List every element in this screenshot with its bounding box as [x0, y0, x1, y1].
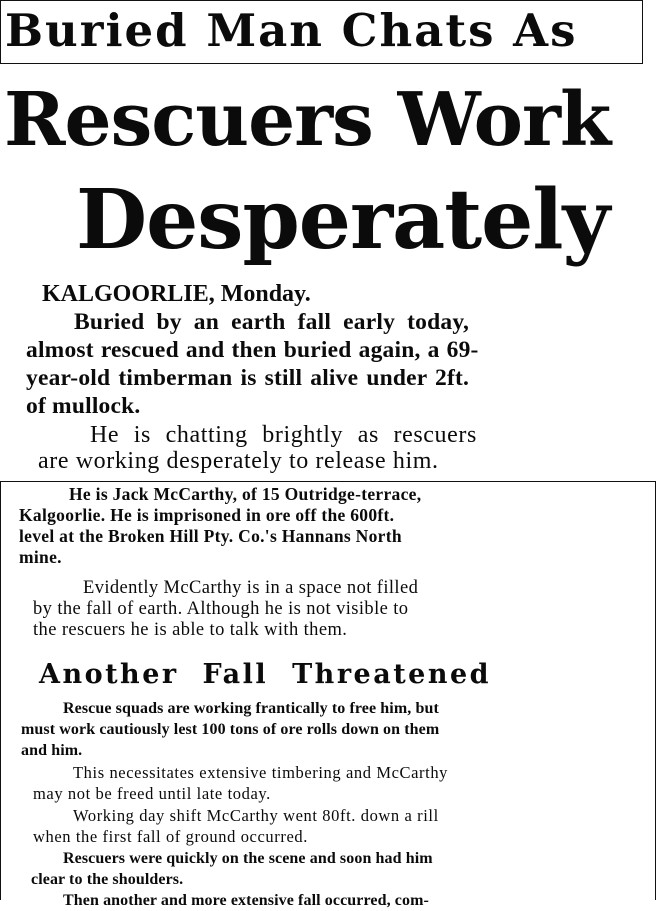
chatting-paragraph — [38, 422, 608, 474]
body-line: Rescue squads are working frantically to free him, but — [63, 700, 439, 717]
body-line: must work cautiously lest 100 tons of ore rolls down on them — [21, 721, 440, 738]
paragraph-rescuers — [31, 848, 433, 890]
body-line: the rescuers he is able to talk with them. — [33, 620, 348, 640]
body-line: mine. — [19, 547, 62, 567]
body-line: clear to the shoulders. — [31, 871, 184, 888]
paragraph-identity — [19, 484, 421, 568]
chatting-line: are working desperately to release him. — [38, 448, 439, 474]
intro-line: Buried by an earth fall early today, — [74, 309, 470, 335]
body-line: Kalgoorlie. He is imprisoned in ore off the 600ft. — [19, 505, 395, 525]
headline-line-1: Rescuers Work — [4, 77, 611, 163]
body-line: He is Jack McCarthy, of 15 Outridge-terrace, — [69, 484, 422, 504]
paragraph-timbering — [33, 762, 448, 804]
main-clipping — [0, 64, 656, 480]
dateline: KALGOORLIE, Monday. — [42, 281, 311, 307]
intro-line: almost rescued and then buried again, a 69- — [26, 337, 479, 363]
headline-top: Buried Man Chats As — [5, 4, 578, 57]
body-line: Evidently McCarthy is in a space not filled — [83, 578, 419, 598]
body-line: This necessitates extensive timbering and McCarthy — [73, 763, 449, 782]
chatting-line: He is chatting brightly as rescuers — [90, 422, 477, 448]
continuation-clipping — [0, 481, 656, 909]
body-line: Rescuers were quickly on the scene and soon had him — [63, 850, 433, 867]
intro-line: year-old timberman is still alive under 2ft. — [26, 365, 470, 391]
intro-line: of mullock. — [26, 393, 141, 419]
paragraph-space — [33, 578, 418, 641]
headline-clipping — [0, 0, 643, 64]
body-line: Working day shift McCarthy went 80ft. down a rill — [73, 806, 439, 825]
body-line: Then another and more extensive fall occurred, com- — [63, 892, 429, 909]
body-line: level at the Broken Hill Pty. Co.'s Hannans North — [19, 526, 402, 546]
paragraph-another-fall — [31, 890, 429, 911]
intro-paragraph — [26, 308, 596, 420]
sub-headline: Another Fall Threatened — [39, 659, 492, 690]
body-line: by the fall of earth. Although he is not visible to — [33, 599, 409, 619]
paragraph-rescue — [21, 698, 439, 761]
body-line: when the first fall of ground occurred. — [33, 827, 308, 846]
body-line: may not be freed until late today. — [33, 784, 271, 803]
body-line: and him. — [21, 742, 83, 759]
headline-line-2: Desperately — [76, 172, 610, 268]
paragraph-day-shift — [33, 805, 439, 847]
